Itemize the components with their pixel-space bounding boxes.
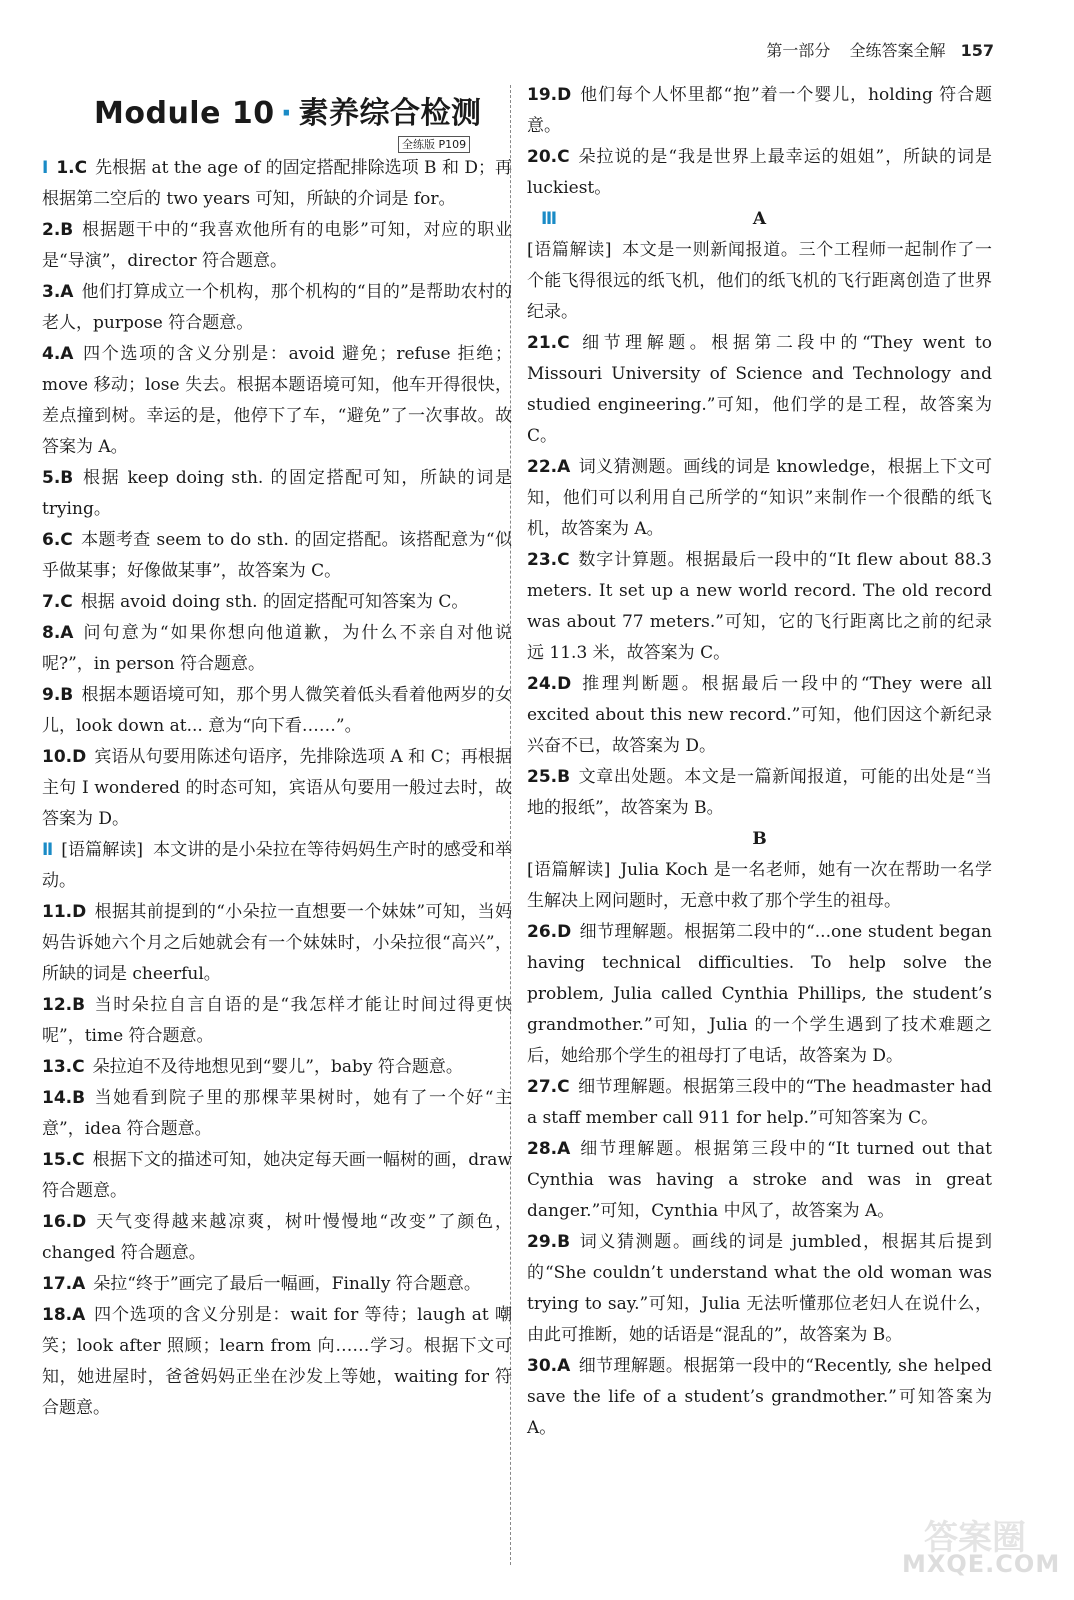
answer-item — [42, 990, 512, 1052]
answer-explanation: 本题考查 seem to do sth. 的固定搭配。该搭配意为“似乎做某事；好像做某事”，故答案为 C。 — [42, 530, 512, 581]
answer-explanation: 文章出处题。本文是一篇新闻报道，可能的出处是“当地的报纸”，故答案为 B。 — [527, 767, 992, 818]
answer-number: 8.A — [42, 623, 74, 643]
title-module: Module 10 — [94, 96, 275, 131]
answer-explanation: 朵拉“终于”画完了最后一幅画，Finally 符合题意。 — [93, 1274, 481, 1294]
watermark-site: MXQE.COM — [902, 1550, 1061, 1578]
answer-number: 10.D — [42, 747, 87, 767]
answer-item — [42, 525, 512, 587]
answer-number: 22.A — [527, 457, 571, 477]
answer-explanation: 他们打算成立一个机构，那个机构的“目的”是帮助农村的老人，purpose 符合题意。 — [42, 282, 512, 333]
watermark-logo: 答案圈 — [924, 1518, 1026, 1558]
answer-number: 30.A — [527, 1356, 571, 1376]
header-subtitle: 全练答案全解 — [849, 41, 946, 60]
analysis-tag-b: [语篇解读] — [527, 860, 611, 880]
answer-number: 24.D — [527, 674, 572, 694]
answer-explanation: 根据 keep doing sth. 的固定搭配可知，所缺的词是 trying。 — [42, 468, 512, 519]
answer-explanation: 数字计算题。根据最后一段中的“It flew about 88.3 meters. It set up a new world record. The old record was about 77 meters.”可知，它的飞行距离比之前的纪录远 11.3 米，故答案为 C。 — [527, 550, 992, 663]
left-column — [42, 88, 512, 1424]
answer-number: 4.A — [42, 344, 74, 364]
analysis-tag-a: [语篇解读] — [527, 240, 612, 260]
answer-explanation: 根据 avoid doing sth. 的固定搭配可知答案为 C。 — [80, 592, 469, 612]
analysis-tag: [语篇解读] — [61, 840, 144, 860]
section-mark: Ⅰ — [42, 158, 49, 178]
answer-number: 17.A — [42, 1274, 86, 1294]
answer-item — [527, 328, 992, 452]
answer-number: 13.C — [42, 1057, 85, 1077]
answer-list-5 — [527, 917, 992, 1444]
answer-explanation: 词义猜测题。画线的词是 jumbled，根据其后提到的“She couldn’t understand what the old woman was trying to say.”可知，Julia 无法听懂那位老妇人在说什么，由此可推断，她的话语是“混乱的”，故答案为 B。 — [527, 1232, 992, 1345]
answer-explanation: 根据下文的描述可知，她决定每天画一幅树的画，draw 符合题意。 — [42, 1150, 512, 1201]
answer-explanation: 细节理解题。根据第三段中的“The headmaster had a staff member call 911 for help.”可知答案为 C。 — [527, 1077, 992, 1128]
answer-explanation: 问句意为“如果你想向他道歉，为什么不亲自对他说呢?”，in person 符合题意。 — [42, 623, 512, 674]
answer-number: 25.B — [527, 767, 571, 787]
answer-explanation: 当她看到院子里的那棵苹果树时，她有了一个好“主意”，idea 符合题意。 — [42, 1088, 512, 1139]
answer-explanation: 推理判断题。根据最后一段中的“They were all excited about this new record.”可知，他们因这个新纪录兴奋不已，故答案为 D。 — [527, 674, 992, 756]
answer-number: 3.A — [42, 282, 74, 302]
answer-item — [42, 897, 512, 990]
passage-analysis-a — [527, 235, 992, 328]
page-title — [94, 88, 512, 132]
answer-item — [527, 142, 992, 204]
answer-explanation: 细节理解题。根据第二段中的“...one student began having technical difficulties. To help solve the problem, Julia called Cynthia Phillips, the student’s grandmother.”可知，Julia 的一个学生遇到了技术难题之后，她给那个学生的祖母打了电话，故答案为 D。 — [527, 922, 992, 1066]
answer-item — [42, 680, 512, 742]
answer-item — [527, 1351, 992, 1444]
passage-analysis-2 — [42, 835, 512, 897]
answer-number: 29.B — [527, 1232, 571, 1252]
answer-item — [42, 1207, 512, 1269]
answer-number: 5.B — [42, 468, 74, 488]
answer-item — [42, 463, 512, 525]
answer-number: 6.C — [42, 530, 73, 550]
answer-item — [527, 80, 992, 142]
answer-list-1 — [42, 153, 512, 835]
answer-item — [42, 153, 512, 215]
answer-number: 7.C — [42, 592, 73, 612]
analysis-text: 本文讲的是小朵拉在等待妈妈生产时的感受和举动。 — [42, 840, 512, 891]
answer-number: 9.B — [42, 685, 74, 705]
answer-explanation: 宾语从句要用陈述句语序，先排除选项 A 和 C；再根据主句 I wondered 的时态可知，宾语从句要用一般过去时，故答案为 D。 — [42, 747, 512, 829]
title-dot: · — [280, 96, 293, 131]
answer-item — [42, 339, 512, 463]
header-section: 第一部分 — [766, 41, 831, 60]
answer-item — [527, 669, 992, 762]
answer-item — [527, 762, 992, 824]
section-mark-3: Ⅲ — [541, 209, 558, 229]
passage-analysis-b — [527, 855, 992, 917]
answer-item — [42, 742, 512, 835]
answer-explanation: 天气变得越来越凉爽，树叶慢慢地“改变”了颜色，changed 符合题意。 — [42, 1212, 512, 1263]
section-heading-a — [527, 204, 992, 235]
answer-item — [42, 1300, 512, 1424]
answer-explanation: 根据本题语境可知，那个男人微笑着低头看着他两岁的女儿，look down at... 意为“向下看……”。 — [42, 685, 512, 736]
answer-number: 26.D — [527, 922, 572, 942]
answer-item — [42, 1145, 512, 1207]
answer-explanation: 朵拉迫不及待地想见到“婴儿”，baby 符合题意。 — [92, 1057, 463, 1077]
answer-explanation: 细节理解题。根据第一段中的“Recently, she helped save the life of a student’s grandmother.”可知答案为 A。 — [527, 1356, 992, 1438]
answer-number: 23.C — [527, 550, 570, 570]
answer-item — [527, 1134, 992, 1227]
answer-number: 19.D — [527, 85, 572, 105]
answer-explanation: 当时朵拉自言自语的是“我怎样才能让时间过得更快呢”，time 符合题意。 — [42, 995, 512, 1046]
answer-number: 14.B — [42, 1088, 86, 1108]
answer-number: 1.C — [56, 158, 88, 178]
section-mark-2: Ⅱ — [42, 840, 54, 860]
answer-list-3 — [527, 80, 992, 204]
answer-number: 18.A — [42, 1305, 86, 1325]
answer-list-4 — [527, 328, 992, 824]
subsection-label-a: A — [752, 209, 767, 229]
answer-item — [527, 545, 992, 669]
answer-item — [527, 452, 992, 545]
answer-explanation: 根据题干中的“我喜欢他所有的电影”可知，对应的职业是“导演”，director 符合题意。 — [42, 220, 512, 271]
answer-number: 20.C — [527, 147, 570, 167]
answer-number: 15.C — [42, 1150, 85, 1170]
answer-explanation: 四个选项的含义分别是：wait for 等待；laugh at 嘲笑；look after 照顾；learn from 向……学习。根据下文可知，她进屋时，爸爸妈妈正坐在沙发上等她，waiting for 符合题意。 — [42, 1305, 512, 1418]
analysis-text-a: 本文是一则新闻报道。三个工程师一起制作了一个能飞得很远的纸飞机，他们的纸飞机的飞行距离创造了世界纪录。 — [527, 240, 992, 322]
answer-item — [527, 1227, 992, 1351]
answer-item — [42, 1083, 512, 1145]
answer-number: 12.B — [42, 995, 86, 1015]
reference-tag: 全练版 P109 — [398, 136, 470, 153]
answer-explanation: 先根据 at the age of 的固定搭配排除选项 B 和 D；再根据第二空后的 two years 可知，所缺的介词是 for。 — [42, 158, 513, 209]
answer-explanation: 四个选项的含义分别是：avoid 避免；refuse 拒绝；move 移动；lose 失去。根据本题语境可知，他车开得很快，差点撞到树。幸运的是，他停下了车，“避免”了一次事故。故答案为 A。 — [42, 344, 512, 457]
answer-item — [42, 277, 512, 339]
answer-item — [42, 618, 512, 680]
answer-number: 11.D — [42, 902, 87, 922]
answer-list-2 — [42, 897, 512, 1424]
answer-number: 2.B — [42, 220, 74, 240]
answer-number: 28.A — [527, 1139, 571, 1159]
answer-item — [527, 1072, 992, 1134]
answer-number: 21.C — [527, 333, 570, 353]
answer-explanation: 细节理解题。根据第二段中的“They went to Missouri University of Science and Technology and studied engineering.”可知，他们学的是工程，故答案为 C。 — [527, 333, 992, 446]
title-name: 素养综合检测 — [298, 96, 482, 131]
watermark — [884, 1510, 1061, 1590]
answer-item — [42, 1269, 512, 1300]
right-column — [527, 80, 992, 1444]
answer-item — [42, 215, 512, 277]
answer-number: 27.C — [527, 1077, 570, 1097]
analysis-text-b: Julia Koch 是一名老师，她有一次在帮助一名学生解决上网问题时，无意中救了那个学生的祖母。 — [527, 860, 992, 911]
answer-explanation: 细节理解题。根据第三段中的“It turned out that Cynthia was having a stroke and was in great danger.”可知，Cynthia 中风了，故答案为 A。 — [527, 1139, 992, 1221]
answer-item — [527, 917, 992, 1072]
answer-item — [42, 1052, 512, 1083]
answer-explanation: 他们每个人怀里都“抱”着一个婴儿，holding 符合题意。 — [527, 85, 992, 136]
answer-explanation: 朵拉说的是“我是世界上最幸运的姐姐”，所缺的词是 luckiest。 — [527, 147, 992, 198]
page-header — [766, 38, 994, 61]
answer-item — [42, 587, 512, 618]
answer-explanation: 根据其前提到的“小朵拉一直想要一个妹妹”可知，当妈妈告诉她六个月之后她就会有一个妹妹时，小朵拉很“高兴”，所缺的词是 cheerful。 — [42, 902, 512, 984]
subsection-label-b: B — [752, 829, 767, 849]
answer-number: 16.D — [42, 1212, 87, 1232]
page-number: 157 — [960, 41, 994, 60]
answer-explanation: 词义猜测题。画线的词是 knowledge，根据上下文可知，他们可以利用自己所学的“知识”来制作一个很酷的纸飞机，故答案为 A。 — [527, 457, 992, 539]
